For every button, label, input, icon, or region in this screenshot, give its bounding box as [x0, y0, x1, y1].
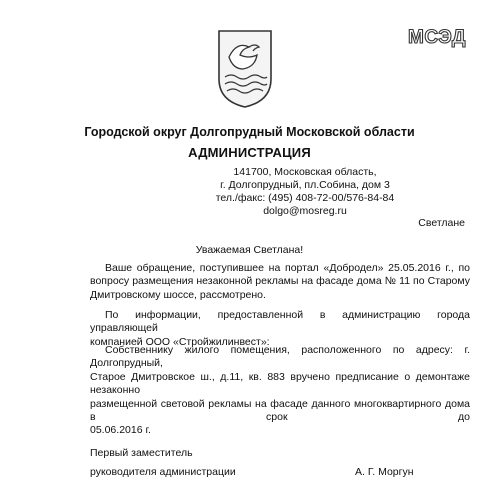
signatory-name: А. Г. Моргун: [355, 466, 414, 478]
paragraph-line: Дмитровскому шоссе, рассмотрено.: [90, 288, 266, 301]
organization-admin: АДМИНИСТРАЦИЯ: [188, 145, 311, 160]
paragraph-line: Старое Дмитровское ш., д.11, кв. 883 вручено предписание о демонтаже незаконно: [90, 370, 470, 397]
paragraph-line: компанией ООО «Стройжилинвест»:: [90, 335, 270, 348]
address-line: 141700, Московская область,: [233, 166, 377, 178]
signatory-title: руководителя администрации: [90, 466, 236, 478]
paragraph-line: вопросу размещения незаконной рекламы на фасаде дома № 11 по Старому: [90, 275, 470, 288]
paragraph-line: 05.06.2016 г.: [90, 424, 151, 437]
signatory-title: Первый заместитель: [90, 447, 193, 459]
recipient-name: Светлане: [418, 217, 465, 229]
paragraph-appeal: [90, 262, 470, 302]
address-line: г. Долгопрудный, пл.Собина, дом 3: [220, 179, 390, 191]
paragraph-line: По информации, предоставленной в администрацию города управляющей: [90, 309, 470, 335]
organization-address: [180, 166, 430, 218]
msed-stamp: МСЭД: [408, 27, 466, 48]
paragraph-line: Ваше обращение, поступившее на портал «Добродел» 25.05.2016 г., по: [105, 262, 470, 274]
organization-name: Городской округ Долгопрудный Московской области: [84, 125, 415, 139]
paragraph-line: размещенной световой рекламы на фасаде данного многоквартирного дома в срок до: [90, 397, 470, 424]
phone-fax-line: тел./факс: (495) 408-72-00/576-84-84: [215, 192, 395, 204]
paragraph-order: [90, 344, 470, 438]
paragraph-line: Собственнику жилого помещения, расположенного по адресу: г. Долгопрудный,: [90, 344, 470, 370]
greeting: Уважаемая Светлана!: [195, 244, 304, 256]
email-line: dolgo@mosreg.ru: [263, 205, 347, 217]
coat-of-arms-icon: [215, 27, 275, 109]
